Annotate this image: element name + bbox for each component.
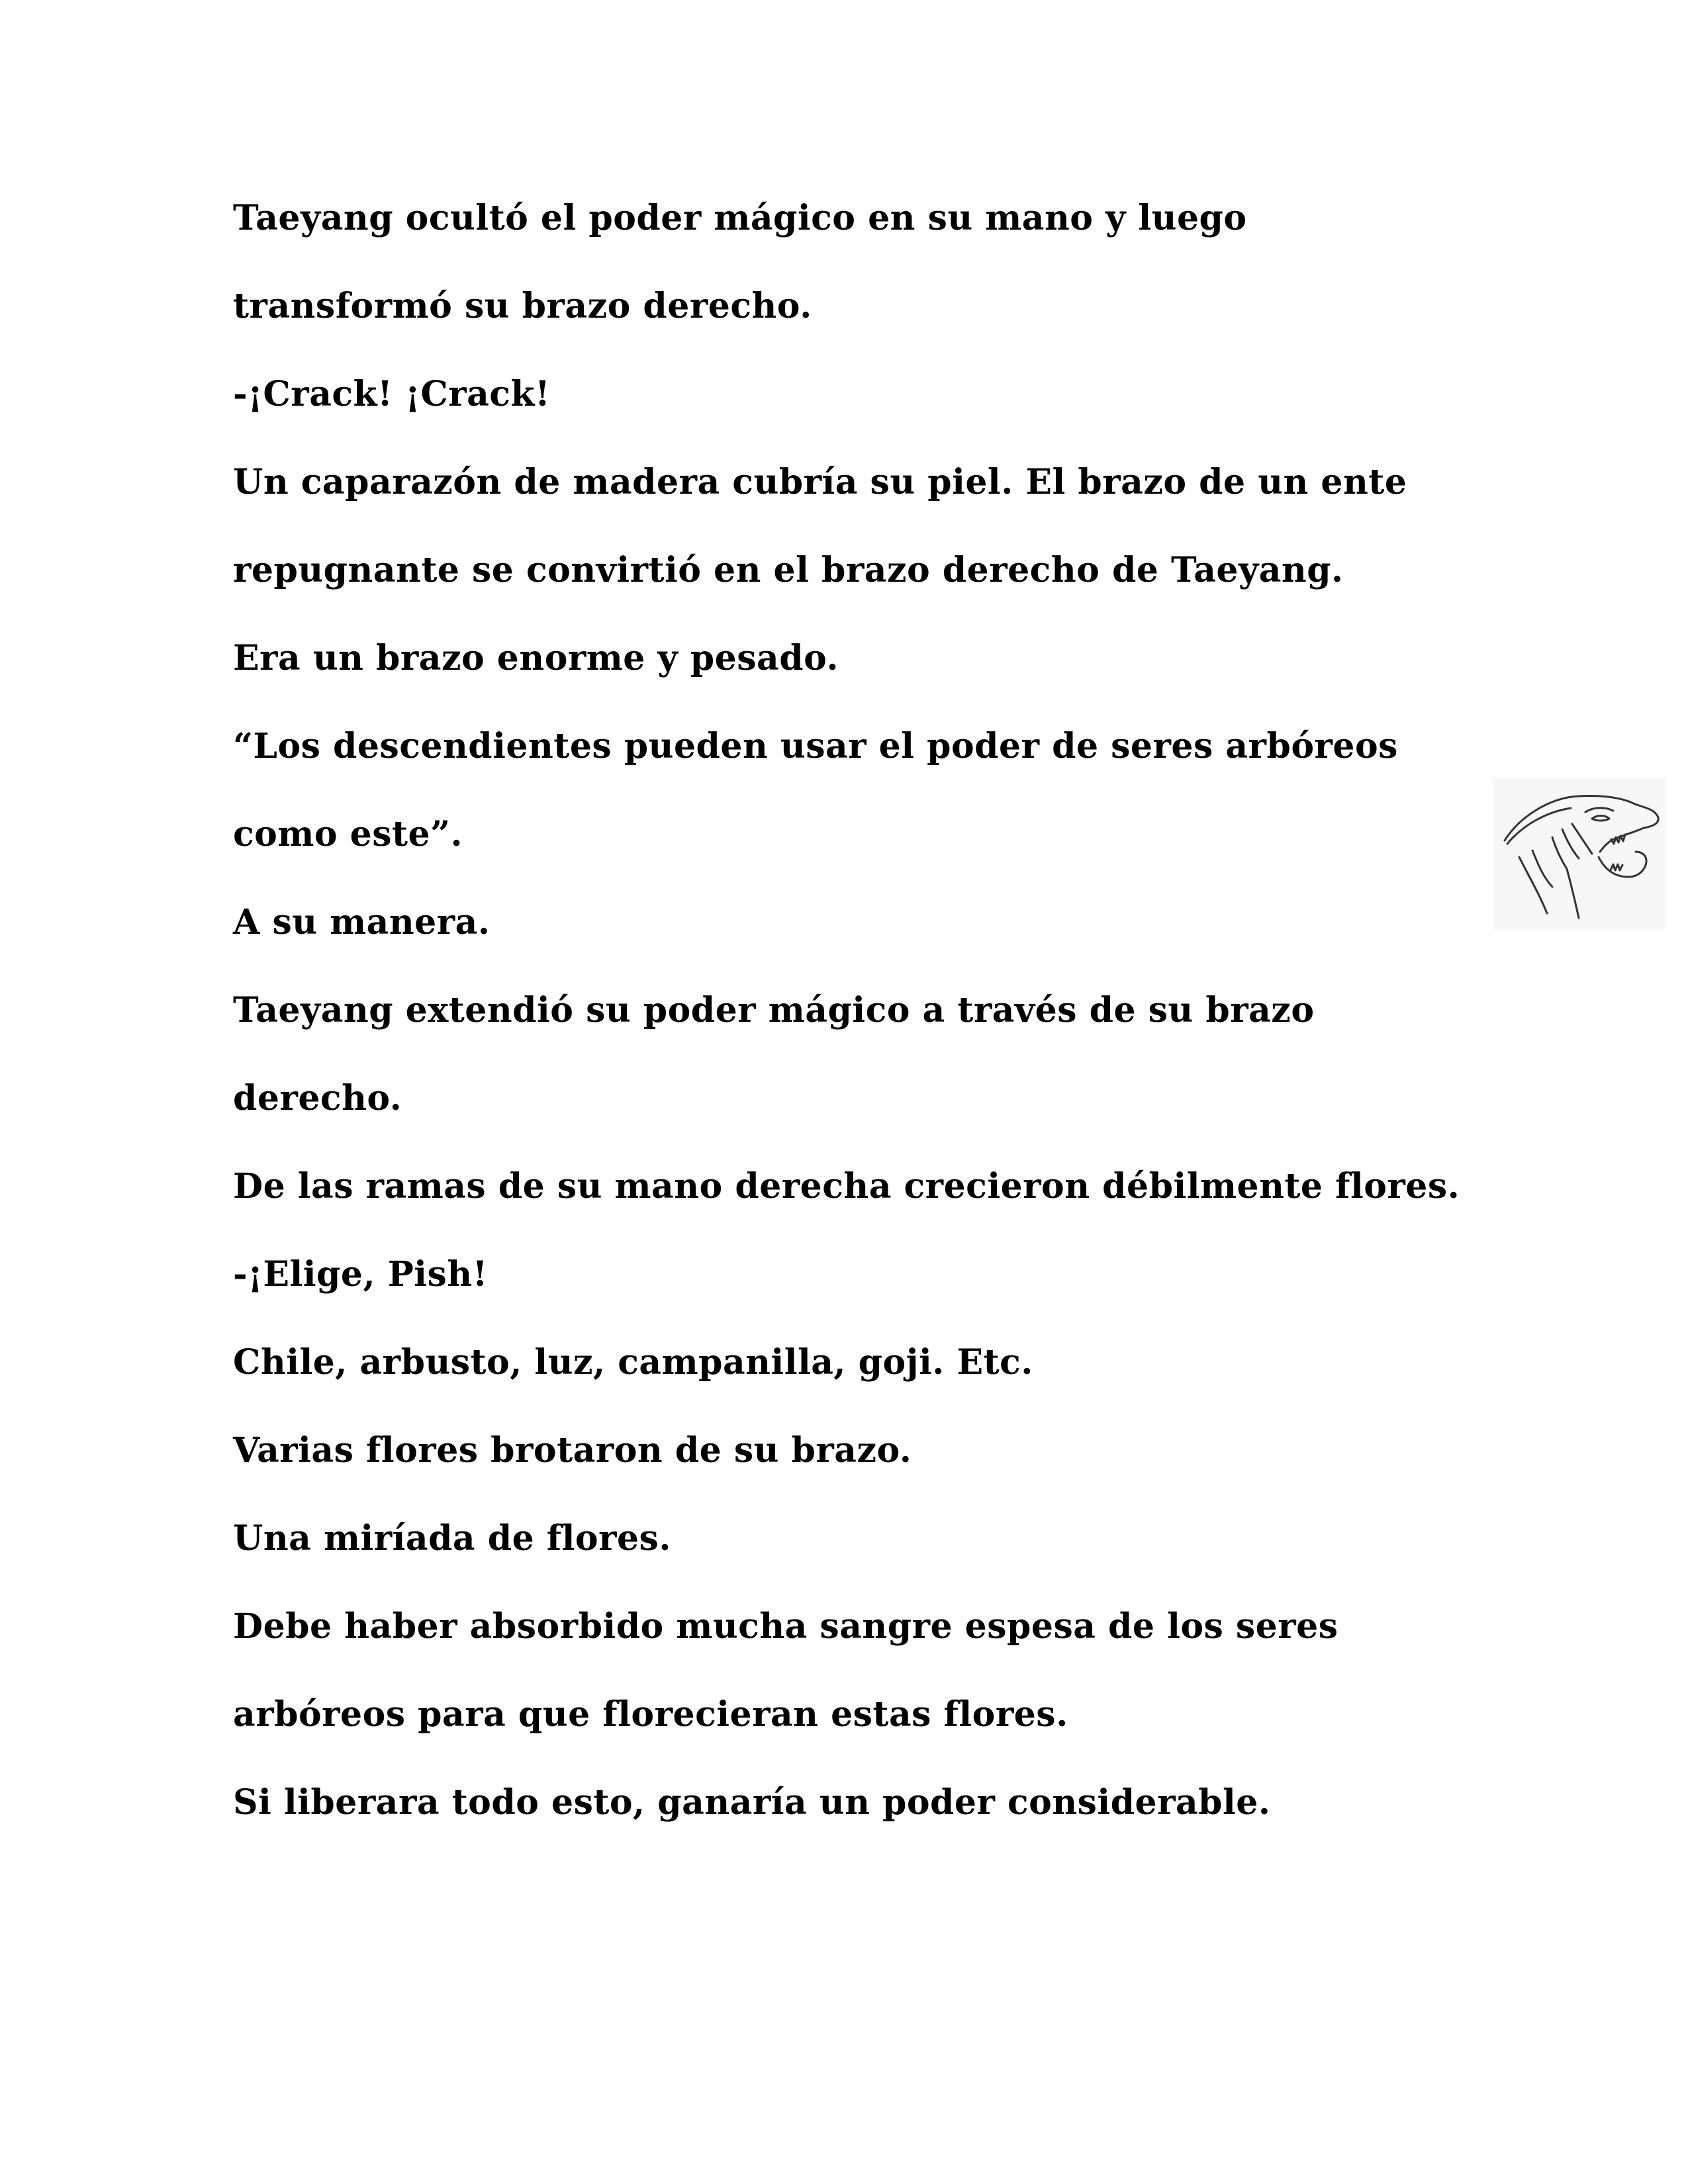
text-line: Si liberara todo esto, ganaría un poder considerable.: [233, 1782, 1271, 1823]
text-line: repugnante se convirtió en el brazo derecho de Taeyang.: [233, 550, 1344, 590]
text-line: Era un brazo enorme y pesado.: [233, 638, 839, 678]
text-line: -¡Elige, Pish!: [233, 1254, 488, 1295]
text-line: A su manera.: [233, 902, 491, 942]
text-line: derecho.: [233, 1078, 402, 1118]
text-line: Una miríada de flores.: [233, 1518, 671, 1559]
text-line: arbóreos para que florecieran estas flores.: [233, 1694, 1068, 1735]
text-line: Varias flores brotaron de su brazo.: [233, 1430, 912, 1471]
dinosaur-head-icon: [1493, 778, 1665, 930]
text-line: Un caparazón de madera cubría su piel. El brazo de un ente: [233, 462, 1407, 502]
text-line: Debe haber absorbido mucha sangre espesa de los seres: [233, 1606, 1338, 1647]
text-line: De las ramas de su mano derecha crecieron débilmente flores.: [233, 1166, 1460, 1206]
text-line: Taeyang extendió su poder mágico a través de su brazo: [233, 990, 1315, 1030]
text-line: como este”.: [233, 814, 463, 854]
text-line: Chile, arbusto, luz, campanilla, goji. Etc.: [233, 1342, 1033, 1383]
text-line: Taeyang ocultó el poder mágico en su mano y luego: [233, 198, 1247, 238]
text-line: -¡Crack! ¡Crack!: [233, 374, 551, 414]
body-text: [233, 192, 1491, 1864]
text-line: “Los descendientes pueden usar el poder de seres arbóreos: [233, 726, 1398, 766]
text-line: transformó su brazo derecho.: [233, 286, 812, 326]
